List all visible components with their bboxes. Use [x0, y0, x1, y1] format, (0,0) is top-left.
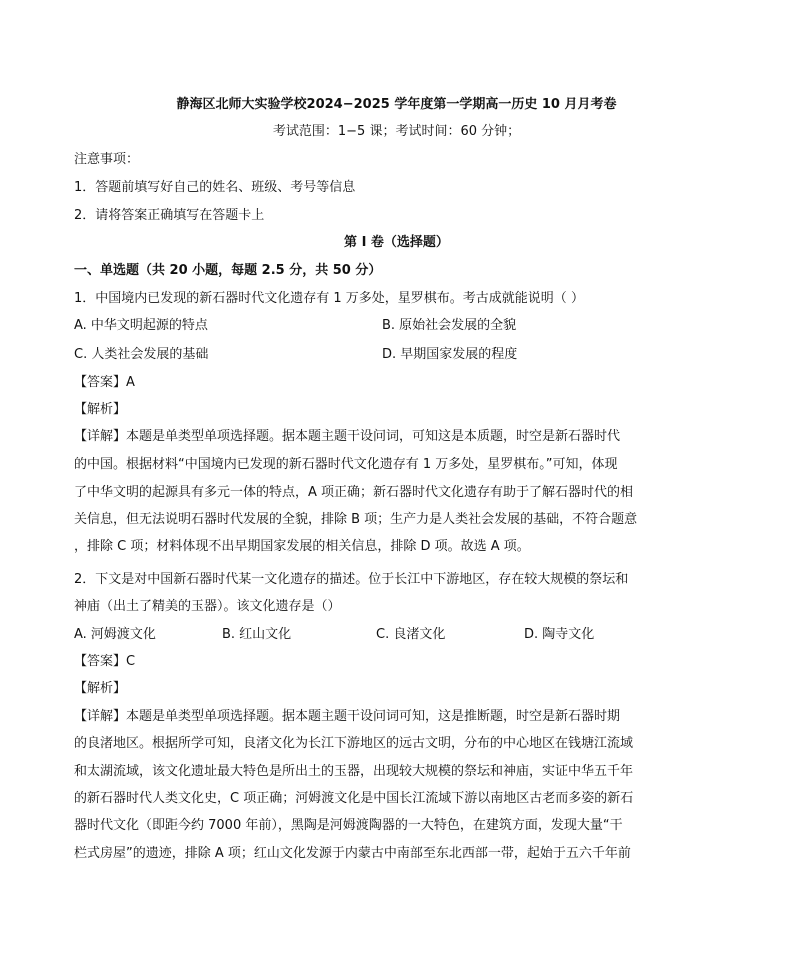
question-2-analysis-label: 【解析】	[74, 681, 127, 696]
question-2-option-d: D. 陶寺文化	[524, 627, 595, 642]
question-2-option-c: C. 良渚文化	[376, 627, 446, 642]
question-2-option-b: B. 红山文化	[222, 627, 292, 642]
notice-heading: 注意事项：	[74, 152, 140, 167]
question-1-detail-line: 的中国。根据材料“中国境内已发现的新石器时代文化遗存有 1 万多处，星罗棋布。”可知，体现	[74, 457, 618, 472]
question-2-detail-line: 器时代文化（即距今约 7000 年前），黑陶是河姆渡陶器的一大特色，在建筑方面，发现大量“干	[74, 818, 623, 833]
question-2-stem: 2．下文是对中国新石器时代某一文化遗存的描述。位于长江中下游地区，存在较大规模的祭坛和	[74, 572, 629, 587]
question-1-stem: 1．中国境内已发现的新石器时代文化遗存有 1 万多处，星罗棋布。考古成就能说明（ ）	[74, 291, 584, 306]
question-1-detail-line: 【详解】本题是单类型单项选择题。据本题主题干设问词，可知这是本质题，时空是新石器时代	[74, 429, 621, 444]
question-1-detail-line: 了中华文明的起源具有多元一体的特点，A 项正确；新石器时代文化遗存有助于了解石器时代的相	[74, 485, 634, 500]
question-2-option-a: A. 河姆渡文化	[74, 627, 156, 642]
question-1-option-d: D. 早期国家发展的程度	[382, 347, 518, 362]
question-1-option-a: A. 中华文明起源的特点	[74, 318, 208, 333]
question-1-answer: 【答案】A	[74, 375, 135, 390]
exam-title: 静海区北师大实验学校2024−2025 学年度第一学期高一历史 10 月月考卷	[176, 97, 617, 112]
question-2-answer: 【答案】C	[74, 654, 136, 669]
question-1-analysis-label: 【解析】	[74, 402, 127, 417]
question-2-detail-line: 栏式房屋”的遗迹，排除 A 项；红山文化发源于内蒙古中南部至东北西部一带，起始于五六千年前	[74, 846, 631, 861]
exam-subtitle: 考试范围：1−5 课；考试时间：60 分钟；	[272, 124, 521, 139]
question-2-detail-line: 的新石器时代人类文化史，C 项正确；河姆渡文化是中国长江流域下游以南地区古老而多姿的新石	[74, 791, 634, 806]
question-1-option-b: B. 原始社会发展的全貌	[382, 318, 517, 333]
question-1-detail-line: 关信息，但无法说明石器时代发展的全貌，排除 B 项；生产力是人类社会发展的基础，不符合题意	[74, 512, 638, 527]
question-2-detail-line: 的良渚地区。根据所学可知，良渚文化为长江下游地区的远古文明，分布的中心地区在钱塘江流域	[74, 736, 634, 751]
question-1-option-c: C. 人类社会发展的基础	[74, 347, 209, 362]
volume-title: 第 I 卷（选择题）	[344, 235, 449, 250]
notice-item-2: 2．请将答案正确填写在答题卡上	[74, 208, 265, 223]
question-1-detail-line: ，排除 C 项；材料体现不出早期国家发展的相关信息，排除 D 项。故选 A 项。	[74, 539, 530, 554]
part-title: 一、单选题（共 20 小题，每题 2.5 分，共 50 分）	[74, 263, 382, 278]
question-2-detail-line: 【详解】本题是单类型单项选择题。据本题主题干设问词可知，这是推断题，时空是新石器时期	[74, 709, 621, 724]
question-2-detail-line: 和太湖流域，该文化遗址最大特色是所出土的玉器，出现较大规模的祭坛和神庙，实证中华五千年	[74, 764, 634, 779]
notice-item-1: 1．答题前填写好自己的姓名、班级、考号等信息	[74, 180, 356, 195]
question-2-stem: 神庙（出土了精美的玉器）。该文化遗存是（）	[74, 599, 341, 614]
